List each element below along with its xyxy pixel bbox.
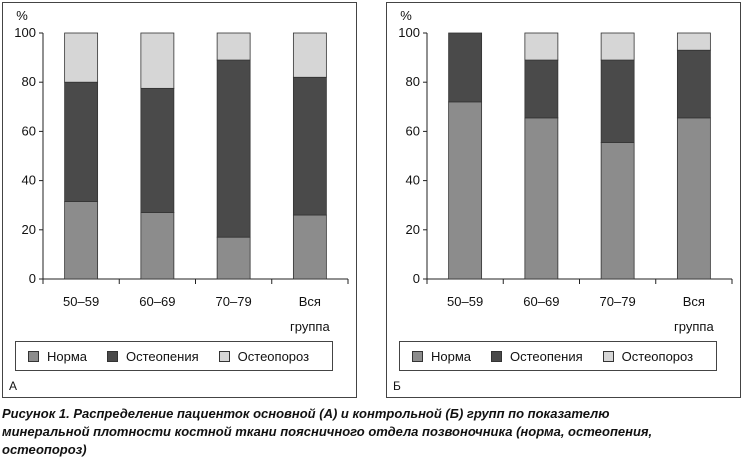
legend-b — [399, 341, 717, 371]
bar-osteopenia-b — [449, 33, 482, 102]
x-category-label-b: 70–79 — [599, 294, 636, 309]
y-tick-label-b: 60 — [405, 123, 420, 139]
y-tick-label-b: 100 — [398, 25, 420, 40]
bar-norma-b — [449, 102, 482, 279]
y-tick-label-a: 80 — [21, 74, 36, 90]
panel-label-b: Б — [393, 379, 401, 393]
legend-swatch-norma — [28, 351, 39, 362]
bar-norma-b — [601, 142, 634, 279]
legend-item-norma — [412, 349, 471, 364]
legend-a — [15, 341, 333, 371]
x-category-label-a: Вся — [298, 294, 321, 309]
x-category-label-b: Вся — [682, 294, 705, 309]
bar-osteoporoz-a — [65, 33, 98, 82]
caption-line-3: остеопороз) — [2, 442, 87, 457]
x-category-label-a: 70–79 — [215, 294, 252, 309]
y-unit-label-b: % — [400, 8, 412, 23]
legend-item-norma — [28, 349, 87, 364]
y-tick-label-a: 100 — [14, 25, 36, 40]
chart-b — [387, 3, 742, 343]
bar-norma-a — [217, 237, 250, 279]
bar-osteoporoz-a — [141, 33, 174, 88]
bar-osteopenia-a — [65, 82, 98, 201]
bar-norma-a — [293, 215, 326, 279]
bar-osteopenia-a — [293, 77, 326, 215]
bar-norma-a — [141, 213, 174, 279]
bar-osteoporoz-a — [293, 33, 326, 77]
legend-swatch-norma — [412, 351, 423, 362]
bar-osteoporoz-b — [525, 33, 558, 60]
y-tick-label-a: 20 — [21, 221, 36, 237]
bar-osteopenia-b — [677, 50, 710, 118]
bar-osteoporoz-b — [601, 33, 634, 60]
bar-osteopenia-b — [525, 60, 558, 118]
y-tick-label-b: 20 — [405, 221, 420, 237]
legend-swatch-osteopenia — [491, 351, 502, 362]
y-tick-label-a: 40 — [21, 172, 36, 188]
legend-label-osteopenia: Остеопения — [510, 348, 583, 364]
x-category-label-b: 60–69 — [523, 294, 560, 309]
figure-caption — [2, 405, 742, 459]
legend-label-norma: Норма — [47, 348, 88, 364]
legend-label-osteopenia: Остеопения — [126, 348, 199, 364]
legend-item-osteopenia — [491, 349, 583, 364]
legend-item-osteopenia — [107, 349, 199, 364]
caption-line-1: Рисунок 1. Распределение пациенток основной (А) и контрольной (Б) групп по показателю — [2, 406, 610, 421]
panel-label-a: А — [9, 379, 18, 393]
chart-panel-a — [2, 2, 357, 398]
y-tick-label-a: 0 — [28, 271, 36, 286]
chart-a — [3, 3, 358, 343]
legend-item-osteoporoz — [603, 349, 693, 364]
y-tick-label-b: 40 — [405, 172, 420, 188]
legend-label-osteoporoz: Остеопороз — [237, 348, 310, 364]
legend-swatch-osteoporoz — [603, 351, 614, 362]
x-category-label-a: 50–59 — [63, 294, 100, 309]
bar-osteopenia-b — [601, 60, 634, 142]
x-category-label-a: 60–69 — [139, 294, 176, 309]
legend-label-osteoporoz: Остеопороз — [621, 348, 694, 364]
bar-osteopenia-a — [141, 88, 174, 212]
bar-osteopenia-a — [217, 60, 250, 237]
bar-norma-b — [525, 118, 558, 279]
bar-osteoporoz-b — [677, 33, 710, 50]
legend-swatch-osteoporoz — [219, 351, 230, 362]
x-category-label-b: группа — [674, 319, 714, 334]
y-tick-label-b: 80 — [405, 74, 420, 90]
legend-swatch-osteopenia — [107, 351, 118, 362]
bar-norma-b — [677, 118, 710, 279]
chart-panel-b — [386, 2, 741, 398]
bar-osteoporoz-a — [217, 33, 250, 60]
y-tick-label-b: 0 — [412, 271, 420, 286]
legend-label-norma: Норма — [431, 348, 472, 364]
y-tick-label-a: 60 — [21, 123, 36, 139]
x-category-label-b: 50–59 — [447, 294, 484, 309]
y-unit-label-a: % — [16, 8, 28, 23]
legend-item-osteoporoz — [219, 349, 309, 364]
x-category-label-a: группа — [290, 319, 330, 334]
bar-norma-a — [65, 202, 98, 279]
caption-line-2: минеральной плотности костной ткани поясничного отдела позвоночника (норма, остеопения, — [2, 424, 653, 439]
